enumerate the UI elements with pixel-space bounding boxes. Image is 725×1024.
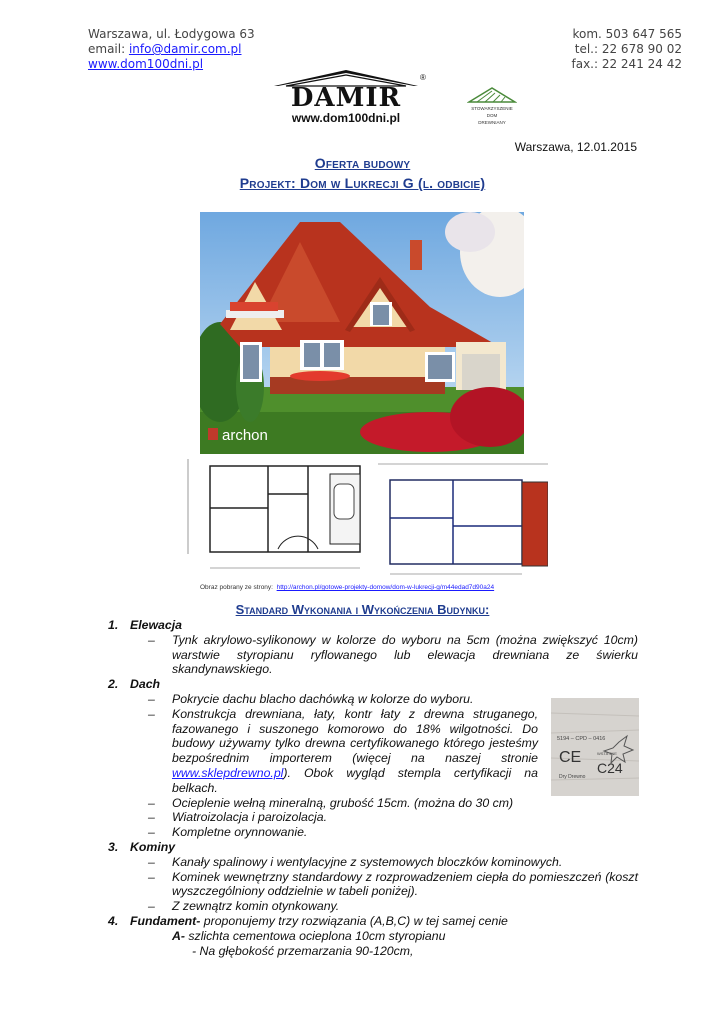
- stamp-ce: CE: [559, 749, 582, 766]
- stamp-grade: C24: [597, 760, 623, 776]
- section-title: Kominy: [130, 839, 176, 854]
- list-item-text: Ocieplenie wełną mineralną, grubość 15cm. (można do 30 cm): [172, 795, 514, 810]
- list-item-text: Kanały spalinowy i wentylacyjne z systemowych bloczków kominowych.: [172, 854, 563, 869]
- stamp-sub: WSTA 3NE: [597, 751, 617, 756]
- association-logo: [467, 86, 517, 128]
- damir-logo: [266, 70, 426, 126]
- image-source: [200, 584, 494, 591]
- logo-mark: ®: [420, 73, 426, 82]
- assoc-line-3: DREWNIANY: [478, 120, 506, 125]
- list-item: – Z zewnątrz komin otynkowany.: [108, 899, 638, 914]
- standard-section-title: Standard Wykonania i Wykończenia Budynku:: [235, 602, 490, 617]
- source-link[interactable]: http://archon.pl/gotowe-projekty-domow/dom-w-lukrecji-g/m44edad7d90a24: [276, 584, 495, 591]
- section-number: 4.: [108, 913, 119, 928]
- document-date: Warszawa, 12.01.2015: [514, 140, 637, 154]
- phone-text: tel.: 22 678 90 02: [574, 42, 682, 56]
- list-item-text: Z zewnątrz komin otynkowany.: [172, 899, 340, 914]
- contact-left: [88, 27, 255, 72]
- email-label: email:: [88, 42, 129, 56]
- list-item-text: Wiatroizolacja i paroizolacja.: [172, 810, 328, 825]
- assoc-line-2: DOM: [486, 113, 498, 118]
- list-item-text: Tynk akrylowo-sylikonowy w kolorze do wyboru na 5cm (można zwiększyć 10cm) warstwie styropianu ryflowanego lub elewacja drewniana ze świerku skandynawskiego.: [172, 632, 638, 677]
- list-item-text: Kominek wewnętrzny standardowy z rozprowadzeniem ciepła do pomieszczeń (koszt wyszczególniony oddzielnie w tabeli poniżej).: [172, 869, 638, 899]
- mobile-text: kom. 503 647 565: [572, 27, 682, 41]
- website-link[interactable]: www.dom100dni.pl: [88, 57, 204, 71]
- floor-plans: [178, 454, 548, 582]
- section-heading: [108, 677, 638, 692]
- section-heading: [108, 618, 638, 633]
- email-line: [88, 42, 255, 57]
- stamp-brand: Dry Drewno: [559, 774, 586, 780]
- list-item: – Kanały spalinowy i wentylacyjne z systemowych bloczków kominowych.: [108, 855, 638, 870]
- section-number: 1.: [108, 618, 119, 632]
- logo-brand: DAMIR: [290, 83, 402, 113]
- email-link[interactable]: info@damir.com.pl: [128, 42, 242, 56]
- section-number: 3.: [108, 839, 119, 854]
- section-heading: [108, 840, 638, 855]
- logo-url: www.dom100dni.pl: [291, 111, 401, 125]
- foundation-option-a-depth: - Na głębokość przemarzania 90-120cm,: [192, 943, 414, 958]
- certification-stamp-photo: [551, 698, 639, 796]
- list-item-text: Pokrycie dachu blacho dachówką w kolorze do wyboru.: [172, 691, 474, 706]
- option-text: szlichta cementowa ocieplona 10cm styropianu: [184, 928, 446, 943]
- assoc-line-1: STOWARZYSZENIE: [471, 106, 513, 111]
- list-item-text: Konstrukcja drewniana, łaty, kontr łaty z drewna struganego, fazowanego i suszonego komorowo do 18% wilgotności. Do budowy używamy tylko drewna certyfikowanego którego jesteśmy bezpośrednim importerem (więcej na naszej stronie www.sklepdrewno.pl). Obok wygląd stempla certyfikacji na belkach.: [172, 706, 538, 795]
- fax-text: fax.: 22 241 24 42: [571, 57, 682, 71]
- list-item: – Kominek wewnętrzny standardowy z rozprowadzeniem ciepła do pomieszczeń (koszt wyszczególniony oddzielnie w tabeli poniżej).: [148, 869, 638, 899]
- source-label: Obraz pobrany ze strony:: [200, 584, 273, 591]
- list-item: – Konstrukcja drewniana, łaty, kontr łaty z drewna struganego, fazowanego i suszonego komorowo do 18% wilgotności. Do budowy używamy tylko drewna certyfikowanego którego jesteśmy bezpośrednim importerem (więcej na naszej stronie www.sklepdrewno.pl). Obok wygląd stempla certyfikacji na belkach.: [148, 706, 538, 795]
- sklepdrewno-link[interactable]: www.sklepdrewno.pl: [172, 765, 284, 780]
- list-item: – Pokrycie dachu blacho dachówką w kolorze do wyboru.: [108, 692, 638, 707]
- address-text: Warszawa, ul. Łodygowa 63: [88, 27, 255, 41]
- foundation-option-a: [108, 929, 638, 944]
- section-heading: [108, 914, 638, 929]
- house-photo: [200, 212, 524, 455]
- contact-right: [571, 27, 682, 72]
- list-item: – Tynk akrylowo-sylikonowy w kolorze do wyboru na 5cm (można zwiększyć 10cm) warstwie styropianu ryflowanego lub elewacja drewniana ze świerku skandynawskiego.: [148, 632, 638, 677]
- stamp-code: 5194 – CPD – 0416: [557, 736, 606, 742]
- project-title: Projekt: Dom w Lukrecji G (l. odbicie): [239, 175, 486, 191]
- section-title: Elewacja: [130, 618, 182, 632]
- photo-watermark: archon: [222, 427, 268, 444]
- list-item: – Kompletne orynnowanie.: [108, 825, 638, 840]
- offer-title: Oferta budowy: [314, 155, 411, 171]
- list-item: – Wiatroizolacja i paroizolacja.: [108, 810, 638, 825]
- section-number: 2.: [108, 677, 119, 692]
- section-title: Fundament- proponujemy trzy rozwiązania (A,B,C) w tej samej cenie: [130, 913, 508, 928]
- list-item-text: Kompletne orynnowanie.: [172, 825, 308, 840]
- list-item: – Ocieplenie wełną mineralną, grubość 15cm. (można do 30 cm): [108, 796, 638, 811]
- option-label: A-: [172, 928, 185, 943]
- section-title: Dach: [130, 677, 161, 692]
